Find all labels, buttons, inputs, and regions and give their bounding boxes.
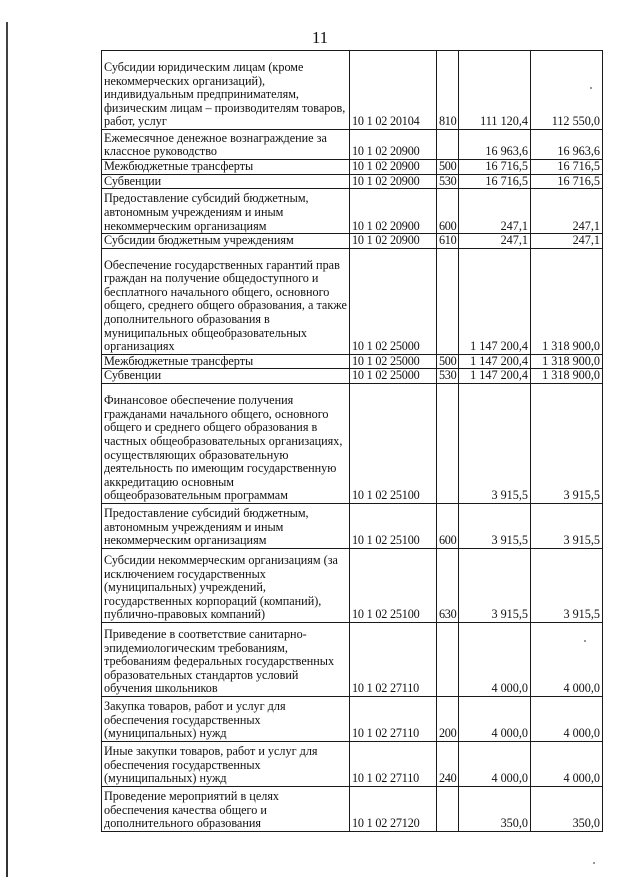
row-expense-type: 600 <box>439 533 457 548</box>
row-expense-type: 500 <box>439 159 457 173</box>
row-amount-1: 16 716,5 <box>485 174 528 188</box>
row-amount-2: 16 716,5 <box>557 159 600 173</box>
row-name: Приведение в соответствие санитарно-эпидемиологическим требованиям, требованиям федеральных государственных образовательных стандартов условий обучения школьников <box>104 627 335 696</box>
row-code-cell <box>350 51 437 130</box>
row-expense-type: 500 <box>439 354 457 368</box>
row-name: Ежемесячное денежное вознаграждение за классное руководство <box>104 130 327 159</box>
row-name-cell <box>102 696 350 741</box>
table-row <box>102 189 603 234</box>
row-code-cell <box>350 503 437 548</box>
table-row <box>102 786 603 831</box>
budget-table-body <box>102 51 603 832</box>
row-amount-2: 350,0 <box>572 816 600 831</box>
table-row <box>102 174 603 189</box>
row-amount-2-cell <box>531 160 603 175</box>
row-amount-2-cell <box>531 696 603 741</box>
row-amount-2: 4 000,0 <box>563 726 600 741</box>
row-name-cell <box>102 369 350 384</box>
row-amount-1-cell <box>459 160 531 175</box>
row-expense-type-cell <box>437 174 459 189</box>
row-expense-type: 200 <box>439 726 457 741</box>
row-expense-type: 530 <box>439 368 457 383</box>
page-number: 11 <box>311 28 329 47</box>
table-row <box>102 160 603 175</box>
row-code: 10 1 02 25100 <box>352 607 420 622</box>
row-amount-2: 16 963,6 <box>557 144 600 159</box>
row-amount-2: 1 318 900,0 <box>542 368 600 383</box>
row-amount-1: 247,1 <box>500 233 528 248</box>
row-name: Субвенции <box>104 174 162 188</box>
row-amount-2: 16 716,5 <box>557 174 600 188</box>
row-expense-type-cell <box>437 369 459 384</box>
row-name-cell <box>102 354 350 369</box>
row-name-cell <box>102 503 350 548</box>
table-row <box>102 234 603 249</box>
scan-speck <box>584 640 586 642</box>
row-name-cell <box>102 51 350 130</box>
row-code-cell <box>350 189 437 234</box>
row-amount-2-cell <box>531 503 603 548</box>
row-name: Межбюджетные трансферты <box>104 354 254 368</box>
row-code-cell <box>350 622 437 696</box>
row-amount-2: 1 318 900,0 <box>542 339 600 354</box>
row-amount-1-cell <box>459 622 531 696</box>
row-amount-1: 4 000,0 <box>491 726 528 741</box>
table-row <box>102 503 603 548</box>
row-name-cell <box>102 160 350 175</box>
row-name: Предоставление субсидий бюджетным, автономным учреждениям и иным некоммерческим организациям <box>104 506 309 548</box>
row-code: 10 1 02 20104 <box>352 114 420 129</box>
row-amount-1: 1 147 200,4 <box>470 354 528 368</box>
row-code: 10 1 02 27110 <box>352 681 420 696</box>
row-amount-1: 3 915,5 <box>491 607 528 622</box>
row-amount-2-cell <box>531 383 603 503</box>
row-amount-1-cell <box>459 354 531 369</box>
row-expense-type-cell <box>437 622 459 696</box>
row-amount-1: 1 147 200,4 <box>470 339 528 354</box>
table-row <box>102 622 603 696</box>
row-code-cell <box>350 383 437 503</box>
row-name-cell <box>102 548 350 622</box>
row-name-cell <box>102 248 350 354</box>
row-code-cell <box>350 174 437 189</box>
row-name: Закупка товаров, работ и услуг для обеспечения государственных (муниципальных) нужд <box>104 699 286 741</box>
row-expense-type-cell <box>437 130 459 160</box>
row-code: 10 1 02 25000 <box>352 368 420 383</box>
row-expense-type-cell <box>437 548 459 622</box>
row-name: Субвенции <box>104 368 162 383</box>
row-code: 10 1 02 25100 <box>352 488 420 503</box>
row-amount-1-cell <box>459 51 531 130</box>
row-expense-type: 630 <box>439 607 457 622</box>
row-name-cell <box>102 383 350 503</box>
row-expense-type-cell <box>437 741 459 786</box>
row-name: Субсидии некоммерческим организациям (за исключением государственных (муниципальных) учреждений, государственных корпораций (компаний), публично-правовых компаний) <box>104 553 338 622</box>
row-expense-type: 610 <box>439 233 457 248</box>
row-amount-1-cell <box>459 369 531 384</box>
row-name-cell <box>102 786 350 831</box>
row-amount-2: 4 000,0 <box>563 771 600 786</box>
row-name-cell <box>102 622 350 696</box>
row-amount-1-cell <box>459 174 531 189</box>
row-code: 10 1 02 27110 <box>352 771 420 786</box>
row-amount-1-cell <box>459 248 531 354</box>
row-amount-1-cell <box>459 130 531 160</box>
table-row <box>102 354 603 369</box>
table-row <box>102 548 603 622</box>
row-amount-1-cell <box>459 383 531 503</box>
row-amount-2-cell <box>531 234 603 249</box>
row-amount-2: 3 915,5 <box>563 533 600 548</box>
row-amount-1-cell <box>459 503 531 548</box>
row-amount-2: 3 915,5 <box>563 607 600 622</box>
table-row <box>102 130 603 160</box>
row-amount-1: 16 963,6 <box>485 144 528 159</box>
row-code: 10 1 02 20900 <box>352 218 420 233</box>
row-amount-2-cell <box>531 189 603 234</box>
row-amount-2-cell <box>531 51 603 130</box>
row-code: 10 1 02 20900 <box>352 159 420 173</box>
row-amount-1: 4 000,0 <box>491 681 528 696</box>
row-amount-2-cell <box>531 548 603 622</box>
row-code: 10 1 02 27120 <box>352 816 420 831</box>
row-amount-1-cell <box>459 548 531 622</box>
row-amount-1-cell <box>459 696 531 741</box>
row-amount-1: 111 120,4 <box>480 114 528 129</box>
row-name-cell <box>102 741 350 786</box>
row-code-cell <box>350 786 437 831</box>
row-amount-2: 247,1 <box>572 233 600 248</box>
row-code-cell <box>350 741 437 786</box>
row-expense-type-cell <box>437 234 459 249</box>
row-amount-2: 4 000,0 <box>563 681 600 696</box>
row-code-cell <box>350 354 437 369</box>
row-expense-type-cell <box>437 696 459 741</box>
table-row <box>102 383 603 503</box>
row-code-cell <box>350 369 437 384</box>
table-row <box>102 741 603 786</box>
row-amount-1: 350,0 <box>500 816 528 831</box>
row-expense-type-cell <box>437 503 459 548</box>
row-code-cell <box>350 130 437 160</box>
row-name-cell <box>102 234 350 249</box>
row-amount-1-cell <box>459 234 531 249</box>
row-amount-2: 1 318 900,0 <box>542 354 600 368</box>
row-expense-type-cell <box>437 354 459 369</box>
row-code: 10 1 02 20900 <box>352 144 420 159</box>
row-amount-1: 3 915,5 <box>491 533 528 548</box>
row-amount-1: 1 147 200,4 <box>470 368 528 383</box>
row-amount-2-cell <box>531 174 603 189</box>
row-name: Иные закупки товаров, работ и услуг для обеспечения государственных (муниципальных) нужд <box>104 744 318 786</box>
row-amount-1-cell <box>459 189 531 234</box>
scan-speck <box>590 87 592 89</box>
row-expense-type: 600 <box>439 218 457 233</box>
row-code-cell <box>350 234 437 249</box>
row-amount-2-cell <box>531 354 603 369</box>
row-code-cell <box>350 548 437 622</box>
row-amount-2: 3 915,5 <box>563 488 600 503</box>
row-expense-type: 530 <box>439 174 457 188</box>
row-expense-type-cell <box>437 189 459 234</box>
row-name: Финансовое обеспечение получения гражданами начального общего, основного общего и среднего общего образования в частных общеобразовательных организациях, осуществляющих образовательную деятельность по имеющим государственную аккредитацию основным общеобразовательным программам <box>104 393 343 503</box>
row-amount-2-cell <box>531 130 603 160</box>
row-amount-1-cell <box>459 786 531 831</box>
row-code-cell <box>350 160 437 175</box>
row-expense-type-cell <box>437 51 459 130</box>
row-amount-1-cell <box>459 741 531 786</box>
budget-table <box>101 50 603 832</box>
row-code: 10 1 02 27110 <box>352 726 420 741</box>
row-amount-2-cell <box>531 786 603 831</box>
row-code: 10 1 02 25000 <box>352 339 420 354</box>
row-name: Предоставление субсидий бюджетным, автономным учреждениям и иным некоммерческим организациям <box>104 191 309 233</box>
row-amount-2-cell <box>531 369 603 384</box>
row-expense-type-cell <box>437 160 459 175</box>
table-row <box>102 369 603 384</box>
row-code: 10 1 02 25000 <box>352 354 420 368</box>
row-amount-2-cell <box>531 622 603 696</box>
table-row <box>102 248 603 354</box>
row-amount-2-cell <box>531 248 603 354</box>
row-code: 10 1 02 25100 <box>352 533 420 548</box>
row-amount-1: 4 000,0 <box>491 771 528 786</box>
row-code-cell <box>350 248 437 354</box>
row-name: Субсидии бюджетным учреждениям <box>104 233 294 248</box>
row-expense-type: 240 <box>439 771 457 786</box>
row-amount-2: 247,1 <box>572 218 600 233</box>
row-name-cell <box>102 174 350 189</box>
row-expense-type: 810 <box>439 114 457 129</box>
row-expense-type-cell <box>437 786 459 831</box>
row-expense-type-cell <box>437 248 459 354</box>
row-code: 10 1 02 20900 <box>352 174 420 188</box>
table-row <box>102 696 603 741</box>
scan-speck <box>593 862 595 864</box>
row-amount-2: 112 550,0 <box>551 114 600 129</box>
row-name: Межбюджетные трансферты <box>104 159 254 173</box>
row-expense-type-cell <box>437 383 459 503</box>
table-row <box>102 51 603 130</box>
row-name-cell <box>102 130 350 160</box>
scan-binding-edge <box>6 22 8 877</box>
row-amount-1: 247,1 <box>500 218 528 233</box>
row-name: Проведение мероприятий в целях обеспечения качества общего и дополнительного образования <box>104 789 280 831</box>
row-amount-1: 16 716,5 <box>485 159 528 173</box>
row-name: Обеспечение государственных гарантий прав граждан на получение общедоступного и бесплатного начального общего, основного общего, среднего общего образования, а также дополнительного образования в муниципальных общеобразовательных организациях <box>104 257 347 354</box>
row-name-cell <box>102 189 350 234</box>
row-amount-2-cell <box>531 741 603 786</box>
row-name: Субсидии юридическим лицам (кроме некоммерческих организаций), индивидуальным предпринимателям, физическим лицам – производителям товаров, работ, услуг <box>104 60 346 129</box>
row-code: 10 1 02 20900 <box>352 233 420 248</box>
row-code-cell <box>350 696 437 741</box>
row-amount-1: 3 915,5 <box>491 488 528 503</box>
